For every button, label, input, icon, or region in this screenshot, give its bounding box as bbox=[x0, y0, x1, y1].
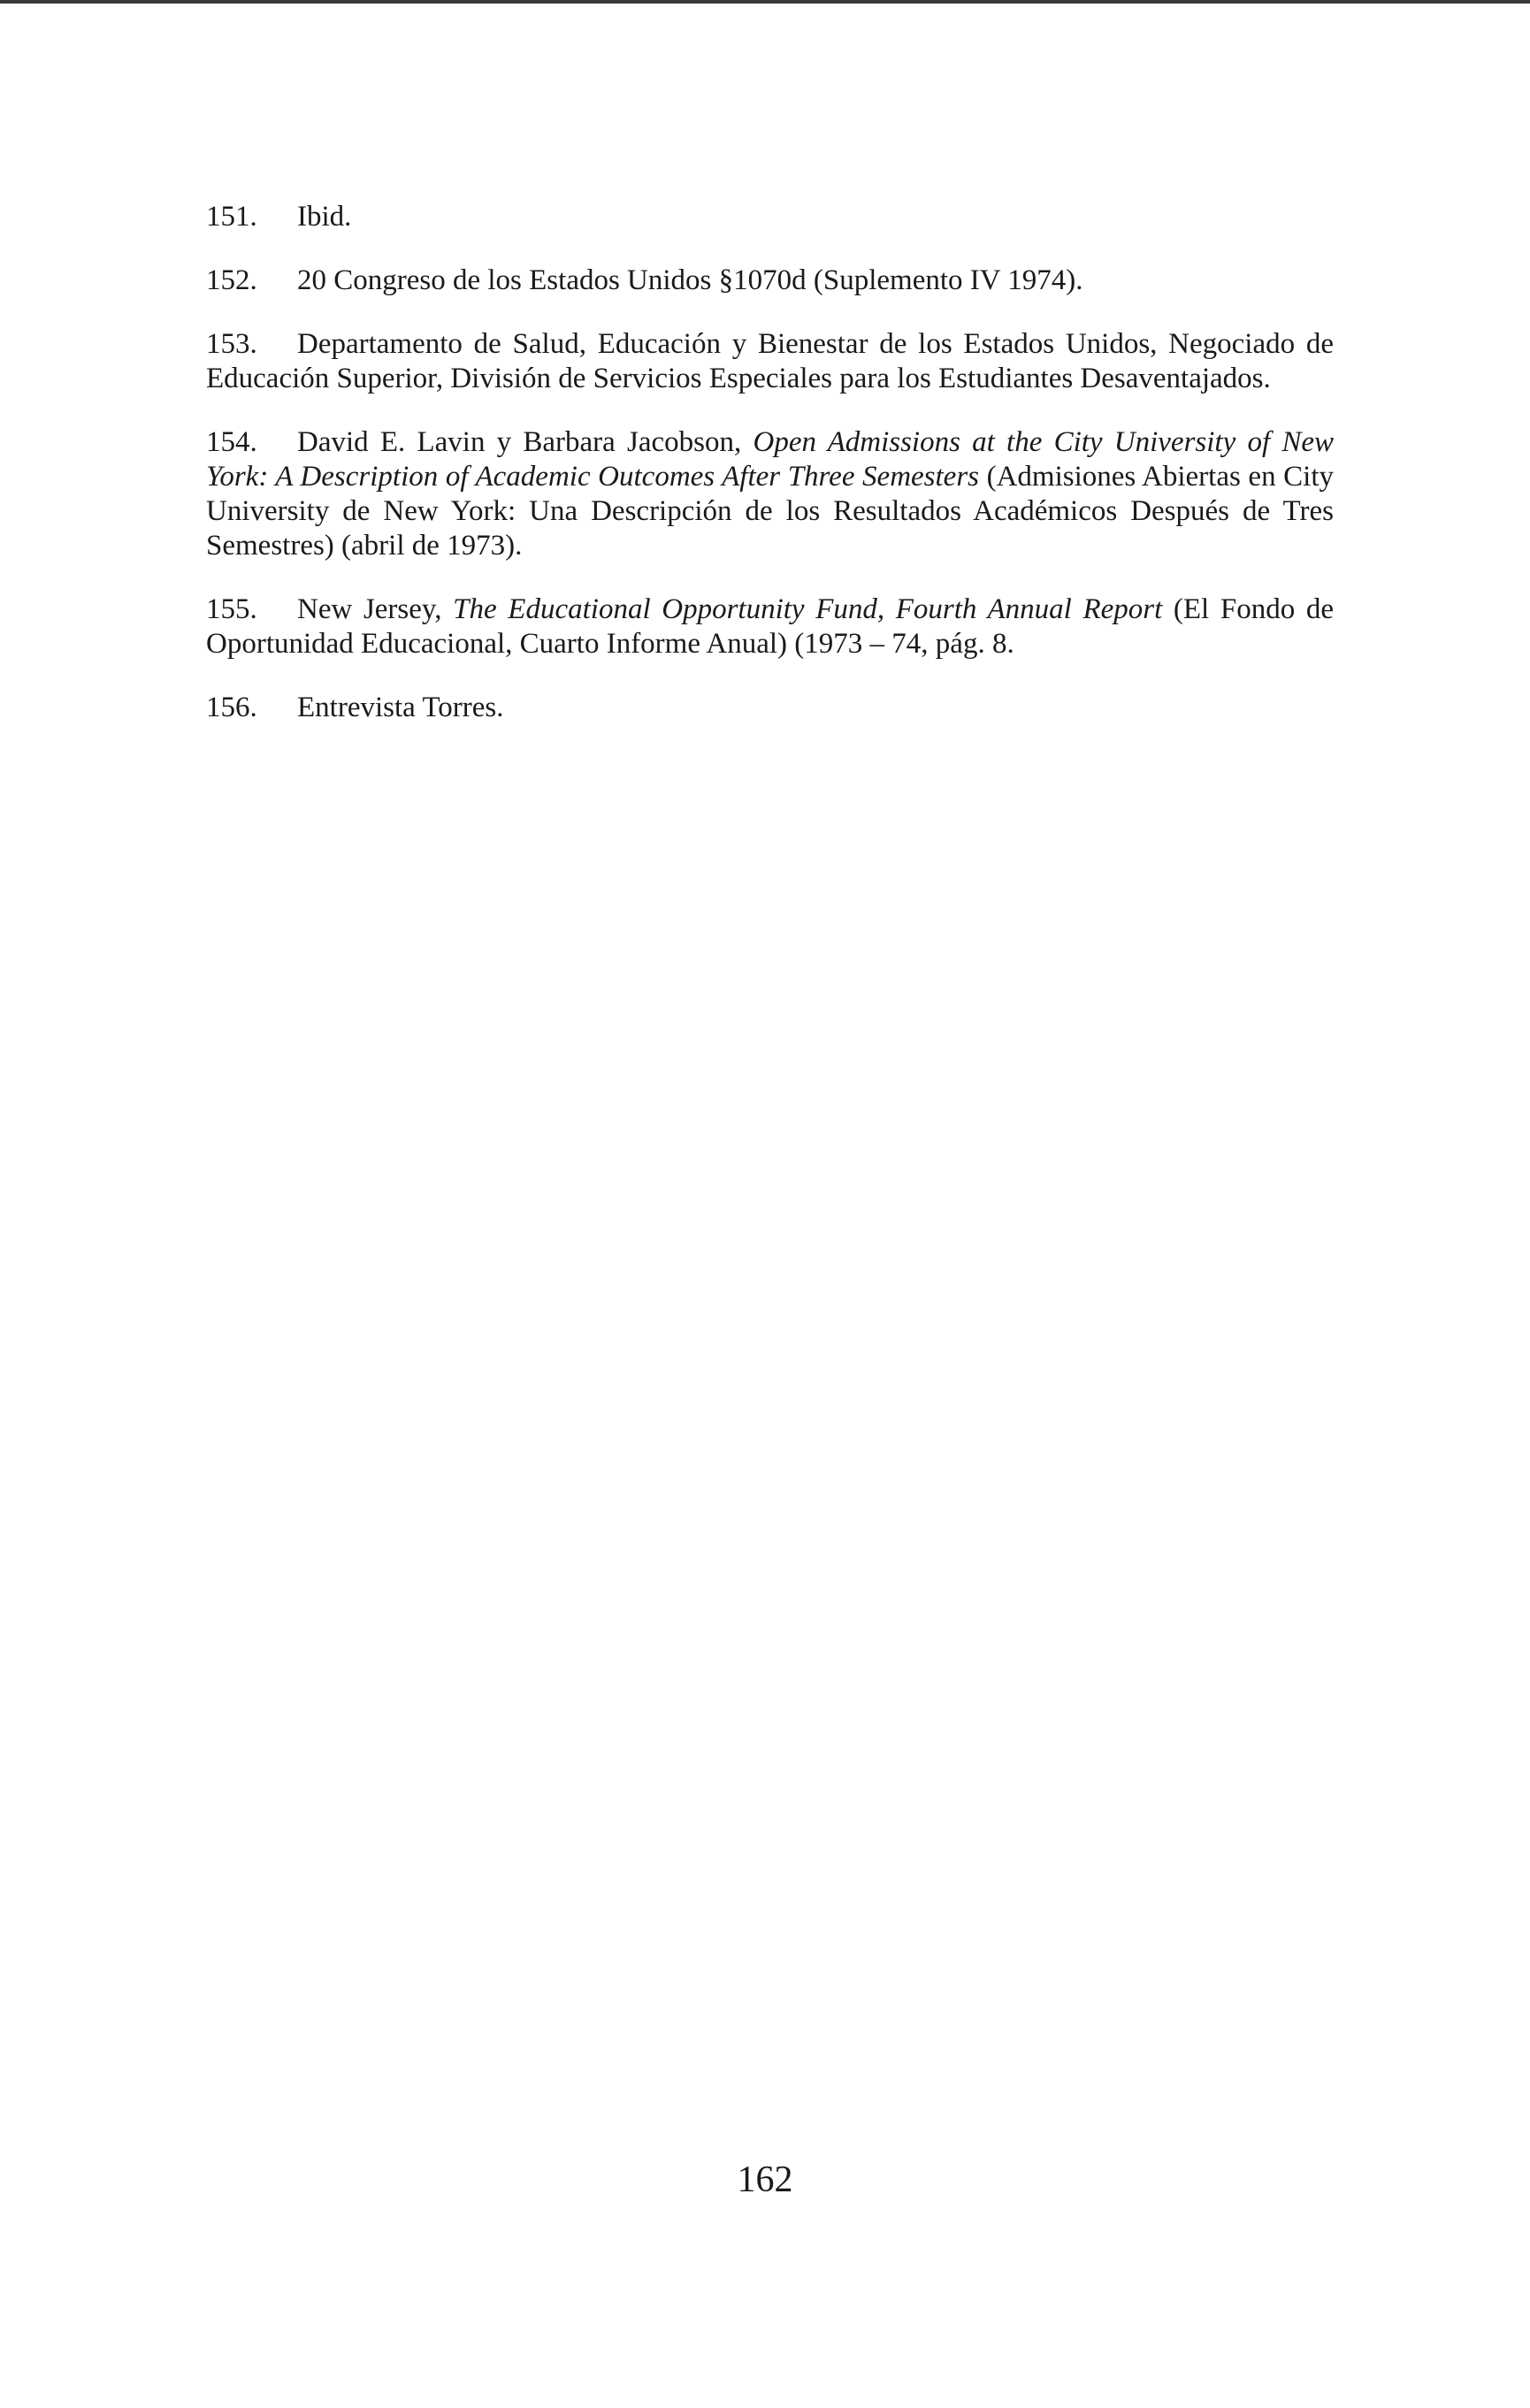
endnote-number: 155. bbox=[206, 593, 257, 625]
top-border-line bbox=[0, 0, 1530, 4]
endnote-text: (El Fondo de Oportunidad Educacional, Cuarto Informe Anual) (1973 – 74, pág. 8. bbox=[206, 593, 1334, 660]
endnote-text: Departamento de Salud, Educación y Bienestar de los Estados Unidos, Negociado de Educación Superior, División de Servicios Especiales para los Estudiantes Desaventajados. bbox=[206, 328, 1334, 394]
endnote-number: 151. bbox=[206, 201, 257, 233]
endnote-number: 156. bbox=[206, 692, 257, 723]
endnote-title-italic: The Educational Opportunity Fund, Fourth Annual Report bbox=[453, 593, 1163, 625]
page-number: 162 bbox=[737, 2160, 793, 2200]
endnote-154 bbox=[206, 425, 1334, 563]
endnote-number: 154. bbox=[206, 426, 257, 458]
endnote-152 bbox=[206, 264, 1334, 298]
endnote-text: Ibid. bbox=[297, 201, 352, 233]
endnote-text: 20 Congreso de los Estados Unidos §1070d (Suplemento IV 1974). bbox=[297, 264, 1083, 296]
endnote-number: 153. bbox=[206, 328, 257, 360]
endnote-text: (Admisiones Abiertas en City University de New York: Una Descripción de los Resultados Académicos Después de Tres Semestres) (abril de 1973). bbox=[206, 461, 1334, 562]
endnote-text: David E. Lavin y Barbara Jacobson, bbox=[297, 426, 754, 458]
endnotes-list bbox=[206, 200, 1334, 754]
endnote-156 bbox=[206, 691, 1334, 725]
endnote-text: New Jersey, bbox=[297, 593, 454, 625]
endnote-text: Entrevista Torres. bbox=[297, 692, 504, 723]
endnote-number: 152. bbox=[206, 264, 257, 296]
endnote-153 bbox=[206, 327, 1334, 396]
endnote-155 bbox=[206, 592, 1334, 661]
endnote-151 bbox=[206, 200, 1334, 234]
endnote-title-italic: Open Admissions at the City University of New York: A Description of Academic Outcomes After Three Semesters bbox=[206, 426, 1335, 493]
